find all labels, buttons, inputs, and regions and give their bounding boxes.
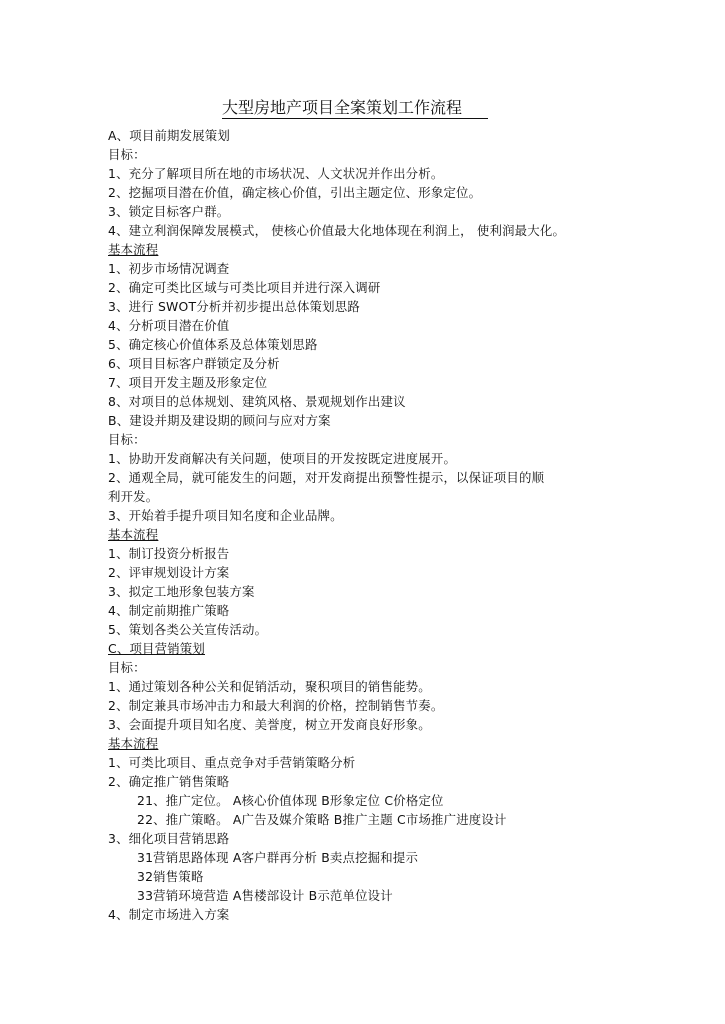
text-line: 3、会面提升项目知名度、美誉度，树立开发商良好形象。 [108,717,431,732]
text-line: 8、对项目的总体规划、建筑风格、景观规划作出建议 [108,394,406,409]
text-line: 3、细化项目营销思路 [108,831,230,846]
text-line: 2、挖掘项目潜在价值，确定核心价值，引出主题定位、形象定位。 [108,185,482,200]
text-line: 基本流程 [108,736,159,751]
text-line: 22、推广策略。 A广告及媒介策略 B推广主题 C市场推广进度设计 [137,812,507,827]
text-line: 5、策划各类公关宣传活动。 [108,622,268,637]
text-line: 3、锁定目标客户群。 [108,204,230,219]
text-line: 2、评审规划设计方案 [108,565,230,580]
text-line: 32销售策略 [137,869,204,884]
text-line: B、建设并期及建设期的顾问与应对方案 [108,413,331,428]
text-line: 目标： [108,147,146,162]
text-line: 利开发。 [108,489,159,504]
text-line: 4、分析项目潜在价值 [108,318,230,333]
text-line: 2、确定可类比区域与可类比项目并进行深入调研 [108,280,381,295]
text-line: 1、协助开发商解决有关问题，使项目的开发按既定进度展开。 [108,451,457,466]
text-line: 1、初步市场情况调查 [108,261,230,276]
text-line: 目标： [108,432,146,447]
text-line: 3、开始着手提升项目知名度和企业品牌。 [108,508,343,523]
text-line: 6、项目目标客户群锁定及分析 [108,356,280,371]
text-line: 2、通观全局，就可能发生的问题，对开发商提出预警性提示，以保证项目的顺 [108,470,545,485]
text-line: 4、制定市场进入方案 [108,907,230,922]
text-line: 21、推广定位。 A核心价值体现 B形象定位 C价格定位 [137,793,444,808]
text-line: 1、制订投资分析报告 [108,546,230,561]
text-line: 目标： [108,660,146,675]
text-line: 33营销环境营造 A售楼部设计 B示范单位设计 [137,888,393,903]
text-line: 2、制定兼具市场冲击力和最大利润的价格，控制销售节奏。 [108,698,444,713]
text-line: 1、通过策划各种公关和促销活动，聚积项目的销售能势。 [108,679,431,694]
document-title: 大型房地产项目全案策划工作流程 [222,98,488,119]
text-line: 3、拟定工地形象包装方案 [108,584,255,599]
text-line: 4、建立利润保障发展模式， 使核心价值最大化地体现在利润上， 使利润最大化。 [108,223,566,238]
document-body [108,126,708,924]
text-line: 2、确定推广销售策略 [108,774,230,789]
text-line: 基本流程 [108,527,159,542]
text-line: 基本流程 [108,242,159,257]
text-line: 1、可类比项目、重点竞争对手营销策略分析 [108,755,356,770]
text-line: A、项目前期发展策划 [108,128,230,143]
text-line: 31营销思路体现 A客户群再分析 B卖点挖掘和提示 [137,850,419,865]
text-line: 5、确定核心价值体系及总体策划思路 [108,337,318,352]
text-line: 3、进行 SWOT分析并初步提出总体策划思路 [108,299,360,314]
text-line: 7、项目开发主题及形象定位 [108,375,268,390]
text-line: C、项目营销策划 [108,641,205,656]
text-line: 4、制定前期推广策略 [108,603,230,618]
text-line: 1、充分了解项目所在地的市场状况、人文状况并作出分析。 [108,166,444,181]
